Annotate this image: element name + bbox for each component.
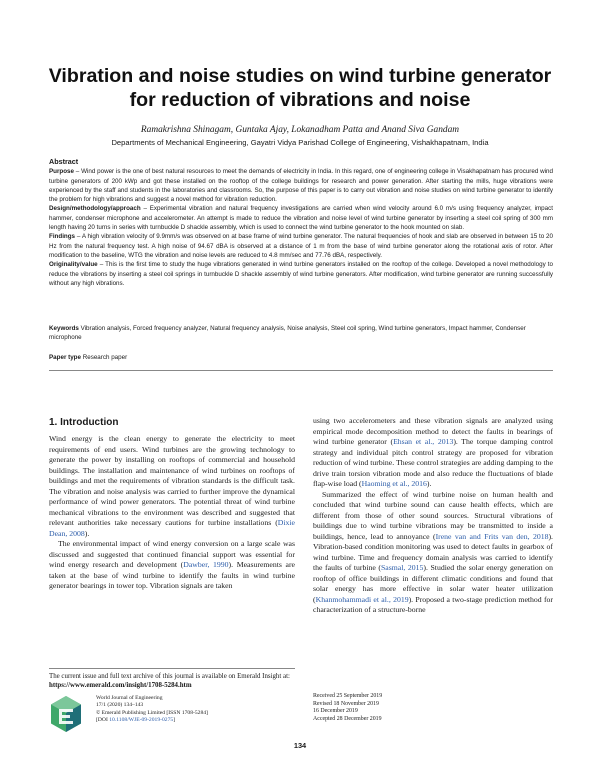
page-number: 134 xyxy=(293,741,307,750)
revised-date-2: 16 December 2019 xyxy=(313,708,358,715)
intro-paragraph-2 xyxy=(49,539,295,592)
keywords-label: Keywords xyxy=(49,325,79,332)
citation-link[interactable]: Haoming et al., 2016 xyxy=(361,479,427,488)
design-label: Design/methodology/approach xyxy=(49,205,141,213)
purpose-text: – Wind power is the one of best natural resources to meet the demands of electricity in India. In this regard, one of engineering college in Visakhapatnam has procured wind turbine generators of 200 kWp and got these installed on the rooftop of the college buildings for research and power generation. After starting the mills, huge vibrations were experienced by the staff and students in the laboratories and classrooms. So, the purpose of this paper is to carry out vibration and noise studies on wind turbine generator to identify the problem for high vibrations and suggest a novel method for vibration reduction. xyxy=(49,168,553,204)
text: ). Measurements are taken at the base of wind turbine to identify the faults in wind turbine generator bearings in tower top. Vibration signals are taken xyxy=(49,560,295,590)
text: Summarized the effect of wind turbine noise on human health and concluded that wind turbine sound can cause health effects, which are different from those of other sound sources. Structural vibrations of buildings due to wind turbine vibrations may be transmitted to inside a buildings, hence, lead to annoyance ( xyxy=(313,489,553,541)
findings-label: Findings xyxy=(49,233,76,241)
abstract-design xyxy=(49,204,553,232)
divider xyxy=(49,370,553,371)
accepted-date: Accepted 28 December 2019 xyxy=(313,715,382,722)
footnote xyxy=(49,672,295,690)
citation-link[interactable]: Dixie Dean, 2008 xyxy=(49,518,295,538)
paper-type-text: Research paper xyxy=(80,354,128,361)
doi-prefix: [DOI xyxy=(96,717,110,724)
abstract-originality xyxy=(49,260,553,288)
originality-text: – This is the first time to study the huge vibrations generated in wind turbine generators installed on the rooftop of the college. Developed a novel methodology to reduce the vibrations by inserting a steel coil springs in turnbuckle D shackle assembly of wind turbine generators. After modification, wind turbine generator are running successfully without any high vibrations. xyxy=(49,261,553,287)
affiliation: Departments of Mechanical Engineering, Gayatri Vidya Parishad College of Engineering, Vishakhapatnam, India xyxy=(111,138,489,147)
abstract-purpose xyxy=(49,167,553,204)
citation-link[interactable]: Khanmohammadi et al., 2019 xyxy=(315,594,409,604)
section-heading-introduction: 1. Introduction xyxy=(49,417,119,428)
authors: Ramakrishna Shinagam, Guntaka Ajay, Lokanadham Patta and Anand Siva Gandam xyxy=(140,125,460,135)
text: Wind energy is the clean energy to generate the electricity to meet requirements of end users. Wind turbines are the growing technology to generate the power by installing on rooftops of commercial and household buildings. The installation and maintenance of wind turbines on rooftops of buildings and met the requirements of vibration standards is the difficult task. The vibration and noise analysis was carried to further improve the dynamical performance of wind power generators. The potential threat of wind turbine mechanical vibrations to the environment was described and suggested that relevant authorities take necessary cautions for turbine installations ( xyxy=(49,434,295,527)
citation-link[interactable]: Irene van and Frits van den, 2018 xyxy=(435,531,549,541)
citation-link[interactable]: Ehsan et al., 2013 xyxy=(393,437,454,446)
journal-doi xyxy=(96,717,208,724)
keywords xyxy=(49,324,553,343)
journal-name: World Journal of Engineering xyxy=(96,695,163,701)
intro-paragraph-4 xyxy=(313,490,553,616)
text: ). The torque damping control strategy and individual pitch control strategy are proposed for vibration reduction of wind turbine. These control strategies are adding damping to the drive train torsion vibration mode and also reduce the fluctuations of blade flap-wise load ( xyxy=(313,437,553,488)
right-column xyxy=(313,416,553,616)
text: ). Vibration-based condition monitoring was used to detect faults in gearbox of wind turbine. Time and frequency domain analysis was carried to identify the faults of turbine ( xyxy=(313,531,553,572)
emerald-publishing-logo-icon xyxy=(49,694,83,734)
text: ). xyxy=(84,528,90,538)
article-title: Vibration and noise studies on wind turbine generator for reduction of vibrations and noise xyxy=(48,65,552,111)
abstract xyxy=(49,157,553,288)
purpose-label: Purpose xyxy=(49,168,75,176)
journal-volume: 17/1 (2020) 134–143 xyxy=(96,702,144,709)
paper-type xyxy=(49,353,127,362)
originality-label: Originality/value xyxy=(49,261,98,269)
citation-link[interactable]: Sasmal, 2015 xyxy=(380,563,424,572)
revised-date-1: Revised 18 November 2019 xyxy=(313,700,379,707)
doi-suffix: ] xyxy=(173,717,176,724)
citation-link[interactable]: Dawber, 1990 xyxy=(183,560,229,569)
text: The environmental impact of wind energy conversion on a large scale was discussed and suggested that continued financial support was essential for wind energy research and development ( xyxy=(49,539,295,569)
keywords-text: Vibration analysis, Forced frequency analyzer, Natural frequency analysis, Noise analysis, Steel coil spring, Wind turbine generators, Impact hammer, Condenser microphone xyxy=(49,325,526,342)
paper-type-label: Paper type xyxy=(49,354,81,361)
left-column xyxy=(49,434,295,592)
abstract-heading: Abstract xyxy=(49,157,79,166)
article-dates xyxy=(313,693,382,723)
footnote-text: The current issue and full text archive of this journal is available on Emerald Insight at: xyxy=(49,673,290,680)
text: ). Studied the solar energy generation on rooftop of office buildings in different climatic conditions and found that solar energy has more effective in solar water heater utilization ( xyxy=(313,563,553,604)
text: ). xyxy=(426,479,432,488)
journal-url-link[interactable]: https://www.emerald.com/insight/1708-5284.htm xyxy=(49,682,192,689)
journal-publisher: © Emerald Publishing Limited [ISSN 1708-5284] xyxy=(96,709,208,716)
abstract-findings xyxy=(49,232,553,260)
intro-paragraph-3 xyxy=(313,416,553,490)
journal-info xyxy=(96,695,208,725)
text: ). Proposed a two-stage prediction method for characterization of a structure-borne xyxy=(313,594,553,614)
intro-paragraph-1 xyxy=(49,434,295,539)
footnote-divider xyxy=(49,668,295,669)
design-text: – Experimental vibration and natural frequency investigations are carried when wind velocity around 6.0 m/s using frequency analyzer, impact hammer, condenser microphone and accelerometer. An attempt is made to reduce the vibration and noise level of wind turbine generator by inserting a steel coil spring of 300 mm length having 20 turns in series with turnbuckle D shackle assembly, which is used to connect the wind turbine generator to the hook mounted on slab. xyxy=(49,205,553,232)
received-date: Received 25 September 2019 xyxy=(313,693,383,699)
text: using two accelerometers and these vibration signals are analyzed using empirical mode decomposition method to detect the faults in bearings of wind turbine generator ( xyxy=(313,416,553,446)
doi-link[interactable]: 10.1108/WJE-09-2019-0275 xyxy=(109,717,174,724)
findings-text: – A high vibration velocity of 9.9mm/s was observed on at base frame of wind turbine generator. The natural frequencies of hook and slab are observed in between 15 to 20 Hz from the natural frequency test. A high noise of 94.67 dBA is observed at a distance of 1 m from the base of wind turbine generator along the rotational axis of rotor. After modification to the baseline, WTG the vibration and noise levels are reduced to 4.8 mm/sec and 77.76 dBA, respectively. xyxy=(49,233,553,259)
